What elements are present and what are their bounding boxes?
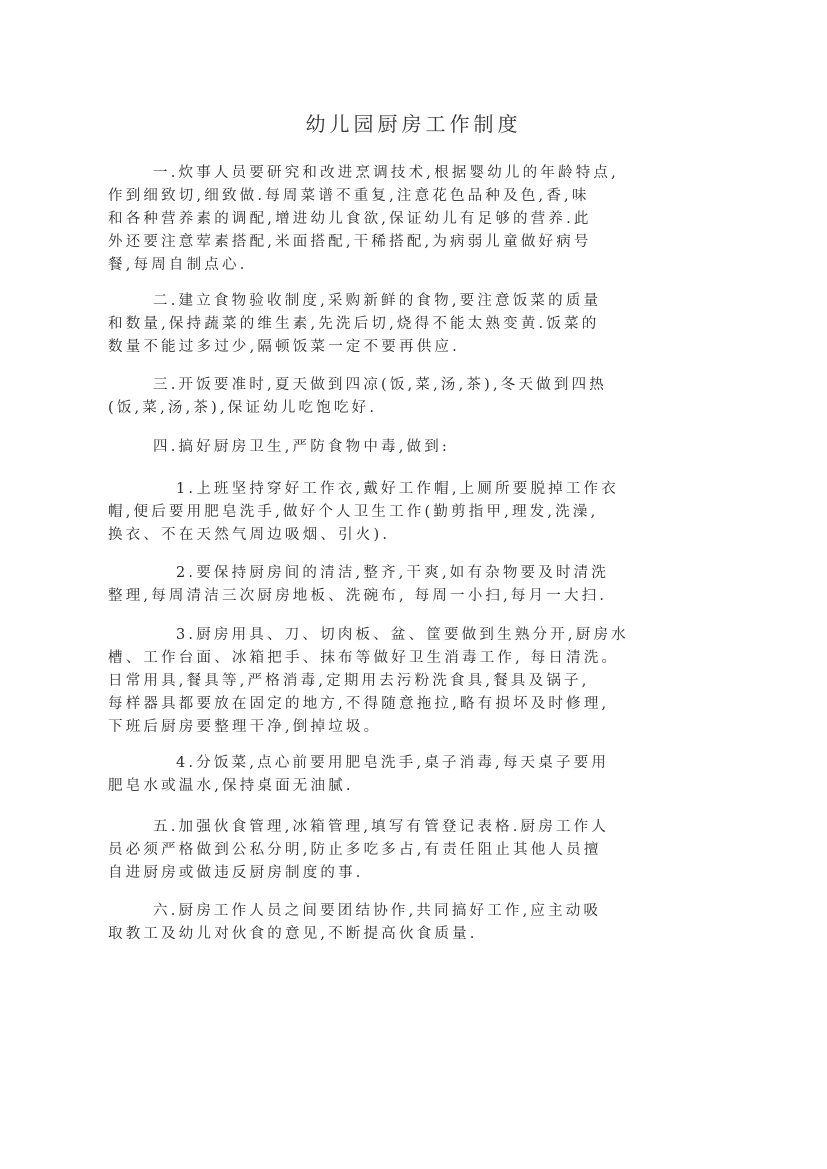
paragraph-line: 槽、工作台面、冰箱把手、抹布等做好卫生消毒工作, 每日清洗。: [108, 650, 620, 666]
paragraph-line: 3.厨房用具、刀、切肉板、盆、筐要做到生熟分开,厨房水: [176, 627, 629, 643]
paragraph-line: 肥皂水或温水,保持桌面无油腻.: [108, 778, 354, 794]
paragraph-line: 每样器具都要放在固定的地方,不得随意拖拉,略有损坏及时修理,: [108, 696, 610, 712]
paragraph-line: 日常用具,餐具等,严格消毒,定期用去污粉洗食具,餐具及锅子,: [108, 673, 590, 689]
paragraph-4: [108, 436, 728, 459]
paragraph-line: 员必须严格做到公私分明,防止多吃多占,有责任阻止其他人员擅: [108, 842, 602, 858]
subitem-3: [108, 624, 728, 739]
paragraph-6: [108, 900, 728, 946]
paragraph-line: 三.开饭要准时,夏天做到四凉(饭,菜,汤,茶),冬天做到四热: [153, 377, 607, 393]
paragraph-line: 换衣、不在天然气周边吸烟、引火).: [108, 527, 391, 543]
paragraph-line: 作到细致切,细致做.每周菜谱不重复,注意花色品种及色,香,味: [108, 188, 590, 204]
paragraph-line: 取教工及幼儿对伙食的意见,不断提高伙食质量.: [108, 926, 478, 942]
document-title: 幼儿园厨房工作制度: [305, 112, 522, 136]
subitem-2: [108, 562, 728, 608]
paragraph-5: [108, 816, 728, 885]
paragraph-line: 和数量,保持蔬菜的维生素,先洗后切,烧得不能太熟变黄.饭菜的: [108, 316, 600, 332]
paragraph-line: 六.厨房工作人员之间要团结协作,共同搞好工作,应主动吸: [153, 903, 602, 919]
paragraph-line: 外还要注意荤素搭配,米面搭配,干稀搭配,为病弱儿童做好病号: [108, 234, 592, 250]
paragraph-line: 五.加强伙食管理,冰箱管理,填写有管登记表格.厨房工作人: [153, 819, 610, 835]
paragraph-line: 餐,每周自制点心.: [108, 257, 248, 273]
paragraph-line: 和各种营养素的调配,增进幼儿食欲,保证幼儿有足够的营养.此: [108, 211, 592, 227]
subitem-4: [108, 752, 728, 798]
paragraph-line: 帽,便后要用肥皂洗手,做好个人卫生工作(勤剪指甲,理发,洗澡,: [108, 504, 599, 520]
paragraph-line: 二.建立食物验收制度,采购新鲜的食物,要注意饭菜的质量: [153, 293, 602, 309]
paragraph-line: 1.上班坚持穿好工作衣,戴好工作帽,上厕所要脱掉工作衣: [176, 481, 619, 497]
paragraph-line: 2.要保持厨房间的清洁,整齐,干爽,如有杂物要及时清洗: [176, 565, 610, 581]
paragraph-line: 数量不能过多过少,隔顿饭菜一定不要再供应.: [108, 339, 460, 355]
paragraph-line: 自进厨房或做违反厨房制度的事.: [108, 865, 364, 881]
paragraph-2: [108, 290, 728, 359]
paragraph-line: 4.分饭菜,点心前要用肥皂洗手,桌子消毒,每天桌子要用: [176, 755, 610, 771]
paragraph-line: 四.搞好厨房卫生,严防食物中毒,做到:: [153, 439, 451, 455]
paragraph-3: [108, 374, 728, 420]
paragraph-line: (饭,菜,汤,茶),保证幼儿吃饱吃好.: [108, 400, 378, 416]
paragraph-line: 整理,每周清洁三次厨房地板、洗碗布, 每周一小扫,每月一大扫.: [108, 588, 608, 604]
paragraph-line: 一.炊事人员要研究和改进烹调技术,根据婴幼儿的年龄特点,: [153, 165, 619, 181]
subitem-1: [108, 478, 728, 547]
paragraph-line: 下班后厨房要整理干净,倒掉垃圾。: [108, 719, 382, 735]
paragraph-1: [108, 162, 728, 277]
